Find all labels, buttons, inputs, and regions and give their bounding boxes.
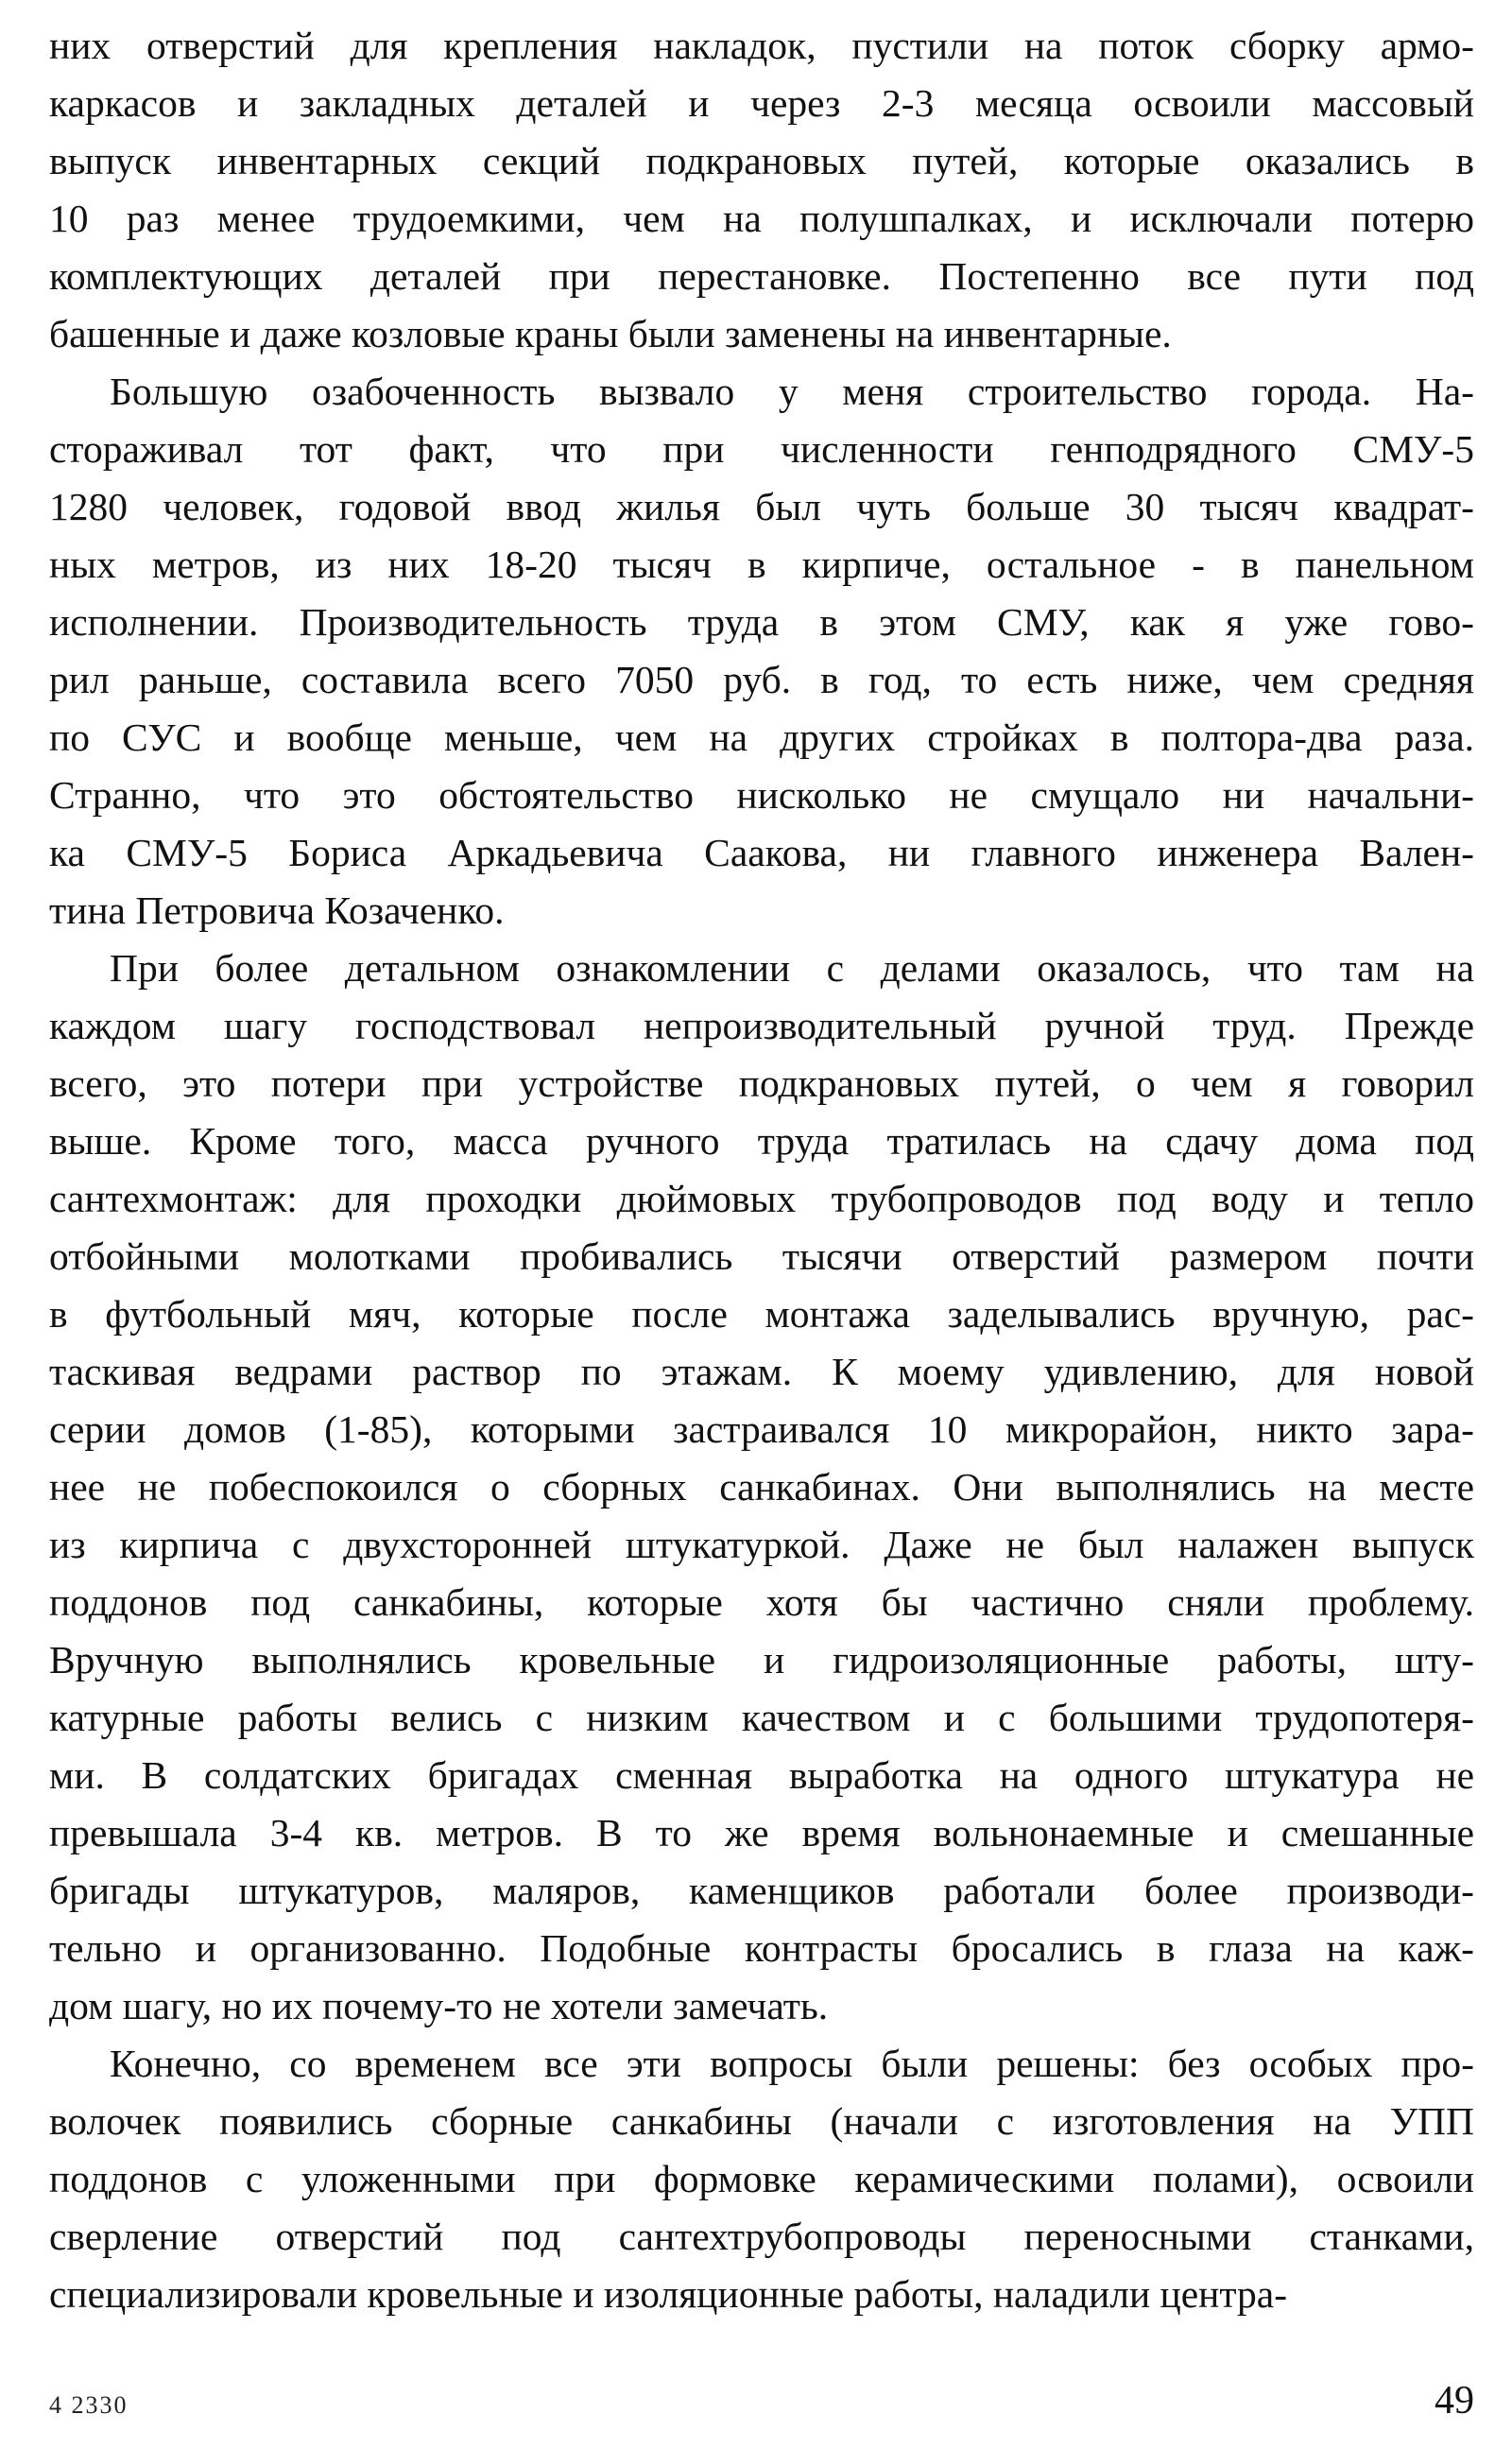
text-line: выше. Кроме того, масса ручного труда тратилась на сдачу дома под: [49, 1119, 1474, 1163]
text-line: 10 раз менее трудоемкими, чем на полушпалках, и исключали потерю: [49, 197, 1474, 240]
text-line: всего, это потери при устройстве подкрановых путей, о чем я говорил: [49, 1061, 1474, 1105]
printer-signature-mark: 4 2330: [49, 2391, 129, 2419]
text-line: них отверстий для крепления накладок, пустили на поток сборку армо-: [49, 24, 1474, 67]
page-number: 49: [1435, 2379, 1474, 2423]
text-line: в футбольный мяч, которые после монтажа заделывались вручную, рас-: [49, 1292, 1474, 1336]
text-line: Конечно, со временем все эти вопросы были решены: без особых про-: [110, 2042, 1474, 2085]
paragraph: [49, 2035, 1474, 2323]
text-line: по СУС и вообще меньше, чем на других стройках в полтора-два раза.: [49, 716, 1474, 759]
text-line: башенные и даже козловые краны были заменены на инвентарные.: [49, 312, 1172, 355]
text-line: ных метров, из них 18-20 тысяч в кирпиче, остальное - в панельном: [49, 543, 1474, 586]
page-body: [49, 17, 1474, 2323]
text-line: рил раньше, составила всего 7050 руб. в год, то есть ниже, чем средняя: [49, 658, 1474, 701]
text-line: ка СМУ-5 Бориса Аркадьевича Саакова, ни главного инженера Вален-: [49, 831, 1474, 874]
text-line: Большую озабоченность вызвало у меня строительство города. На-: [110, 370, 1474, 413]
text-line: Странно, что это обстоятельство нисколько не смущало ни начальни-: [49, 773, 1474, 817]
text-line: из кирпича с двухсторонней штукатуркой. Даже не был налажен выпуск: [49, 1523, 1474, 1566]
text-line: волочек появились сборные санкабины (начали с изготовления на УПП: [49, 2099, 1474, 2143]
text-line: сторaживал тот факт, что при численности генподрядного СМУ-5: [49, 427, 1474, 471]
text-line: комплектующих деталей при перестановке. Постепенно все пути под: [49, 254, 1474, 298]
text-line: нее не побеспокоился о сборных санкабинах. Они выполнялись на месте: [49, 1465, 1474, 1509]
text-line: бригады штукатуров, маляров, каменщиков работали более производи-: [49, 1869, 1474, 1912]
text-line: каркасов и закладных деталей и через 2-3 месяца освоили массовый: [49, 81, 1474, 125]
text-line: превышала 3-4 кв. метров. В то же время вольнонаемные и смешанные: [49, 1811, 1474, 1854]
text-line: таскивая ведрами раствор по этажам. К моему удивлению, для новой: [49, 1350, 1474, 1393]
text-line: поддонов под санкабины, которые хотя бы частично сняли проблему.: [49, 1580, 1474, 1624]
text-line: сверление отверстий под сантехтрубопроводы переносными станками,: [49, 2215, 1474, 2258]
text-line: сантехмонтаж: для проходки дюймовых трубопроводов под воду и тепло: [49, 1177, 1474, 1220]
paragraph: [49, 940, 1474, 2035]
text-line: 1280 человек, годовой ввод жилья был чуть больше 30 тысяч квадрат-: [49, 485, 1474, 528]
text-line: выпуск инвентарных секций подкрановых путей, которые оказались в: [49, 139, 1474, 182]
text-line: каждом шагу господствовал непроизводительный ручной труд. Прежде: [49, 1004, 1474, 1047]
text-line: серии домов (1-85), которыми застраивался 10 микрорайон, никто зара-: [49, 1407, 1474, 1451]
text-line: Вручную выполнялись кровельные и гидроизоляционные работы, шту-: [49, 1638, 1474, 1682]
text-line: исполнении. Производительность труда в этом СМУ, как я уже гово-: [49, 600, 1474, 644]
text-line: тина Петровича Козаченко.: [49, 888, 505, 932]
paragraph: [49, 17, 1474, 363]
text-line: тельно и организованно. Подобные контрасты бросались в глаза на каж-: [49, 1926, 1474, 1970]
text-line: отбойными молотками пробивались тысячи отверстий размером почти: [49, 1234, 1474, 1278]
text-line: дом шагу, но их почему-то не хотели замечать.: [49, 1984, 829, 2027]
paragraph: [49, 363, 1474, 940]
page-footer: [49, 2378, 1474, 2425]
text-line: При более детальном ознакомлении с делами оказалось, что там на: [110, 946, 1474, 990]
text-line: ми. В солдатских бригадах сменная выработка на одного штукатура не: [49, 1753, 1474, 1797]
text-line: специализировали кровельные и изоляционные работы, наладили центра-: [49, 2272, 1288, 2316]
text-line: катурные работы велись с низким качеством и с большими трудопотеря-: [49, 1696, 1474, 1739]
text-line: поддонов с уложенными при формовке керамическими полами), освоили: [49, 2157, 1474, 2200]
